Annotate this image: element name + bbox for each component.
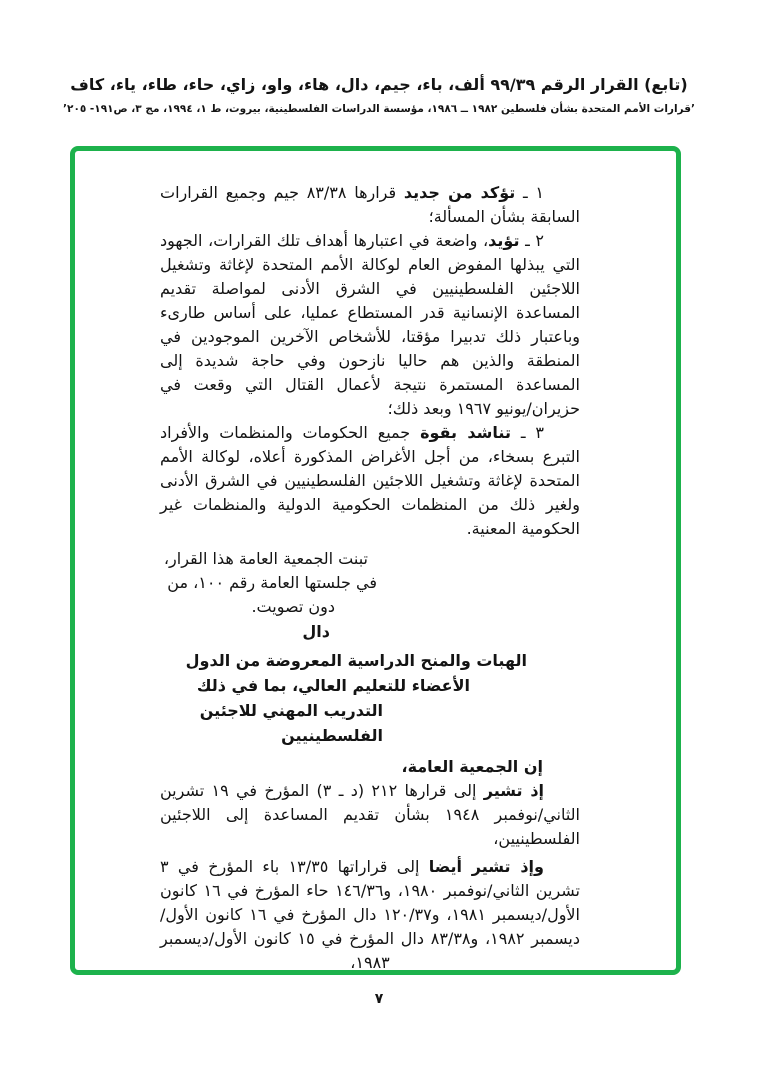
paragraph-lead-word: تؤيد: [488, 231, 520, 250]
adoption-note: [160, 547, 580, 619]
paragraph-text: إلى قرارها ٢١٢ (د ـ ٣) المؤرخ في ١٩ تشرين الثاني/نوفمبر ١٩٤٨ بشأن تقديم المساعدة إلى اللاجئين الفلسطينيين،: [160, 781, 580, 848]
adoption-line: دون تصويت.: [251, 597, 335, 616]
paragraph-lead-word: تؤكد من جديد: [403, 183, 516, 202]
operative-paragraph-3: [160, 421, 580, 541]
page-number: ٧: [374, 991, 384, 1007]
paragraph-text: إلى قراراتها ١٣/٣٥ باء المؤرخ في ٣ تشرين الثاني/نوفمبر ١٩٨٠، و١٤٦/٣٦ حاء المؤرخ في ١٦ كانون الأول/ديسمبر ١٩٨١، و١٢٠/٣٧ دال المؤرخ في ١٦ كانون الأول/ديسمبر ١٩٨٢، و٨٣/٣٨ دال المؤرخ في ١٥ كانون الأول/ديسمبر ١٩٨٣،: [160, 857, 581, 972]
paragraph-text: جميع الحكومات والمنظمات والأفراد التبرع بسخاء، من أجل الأغراض المذكورة أعلاه، لوكالة الأمم المتحدة لإغاثة وتشغيل اللاجئين الفلسطينيين في الشرق الأدنى ولغير ذلك من المنظمات الحكومية الدولية والمنظمات غير الحكومية المعنية.: [160, 423, 580, 538]
paragraph-number: ٢ ـ: [519, 231, 544, 250]
resolution-section-heading: [160, 648, 580, 748]
section-letter: دال: [302, 622, 330, 641]
adoption-line: تبنت الجمعية العامة هذا القرار،: [163, 549, 368, 568]
source-citation: ’قرارات الأمم المتحدة بشأن فلسطين ١٩٨٢ ــ ١٩٨٦، مؤسسة الدراسات الفلسطينية، بيروت، ط ١، ١٩٩٤، مج ٣، ص١٩١- ٢٠٥’: [63, 103, 695, 115]
operative-paragraph-2: [160, 229, 580, 421]
heading-line: الأعضاء للتعليم العالي، بما في ذلك: [196, 676, 470, 695]
preamble-paragraph-1: [160, 779, 580, 851]
preamble-paragraph-2: [160, 855, 580, 975]
paragraph-number: ٣ ـ: [510, 423, 544, 442]
operative-paragraph-1: [160, 181, 580, 229]
adoption-line: في جلستها العامة رقم ١٠٠، من: [167, 573, 377, 592]
paragraph-number: ١ ـ: [515, 183, 545, 202]
preamble-intro: إن الجمعية العامة،: [401, 757, 543, 776]
paragraph-text: ، واضعة في اعتبارها أهداف تلك القرارات، الجهود التي يبذلها المفوض العام لوكالة الأمم المتحدة لإغاثة وتشغيل اللاجئين الفلسطينيين في الشرق الأدنى لمواصلة تقديم المساعدة الإنسانية قدر المستطاع عمليا، على أساس طارىء وباعتبار ذلك تدبيرا مؤقتا، للأشخاص الآخرين الموجودين في المنطقة والذين هم حاليا نازحون وفي حاجة شديدة إلى المساعدة المستمرة نتيجة لأعمال القتال التي وقعت في حزيران/يونيو ١٩٦٧ وبعد ذلك؛: [160, 231, 580, 418]
heading-line: الهبات والمنح الدراسية المعروضة من الدول: [185, 651, 527, 670]
resolution-highlight-box: [70, 146, 681, 975]
paragraph-lead-word: إذ تشير: [483, 781, 545, 800]
paragraph-lead-word: وإذ تشير أيضا: [428, 857, 544, 876]
paragraph-lead-word: تناشد بقوة: [420, 423, 511, 442]
heading-line: التدريب المهني للاجئين الفلسطينيين: [199, 701, 383, 745]
paragraph-text: قرارها ٨٣/٣٨ جيم وجميع القرارات السابقة بشأن المسألة؛: [160, 183, 580, 226]
page-title: (تابع) القرار الرقم ٩٩/٣٩ ألف، باء، جيم، دال، هاء، واو، زاي، حاء، طاء، ياء، كاف: [70, 75, 688, 94]
page-header: [0, 74, 758, 116]
